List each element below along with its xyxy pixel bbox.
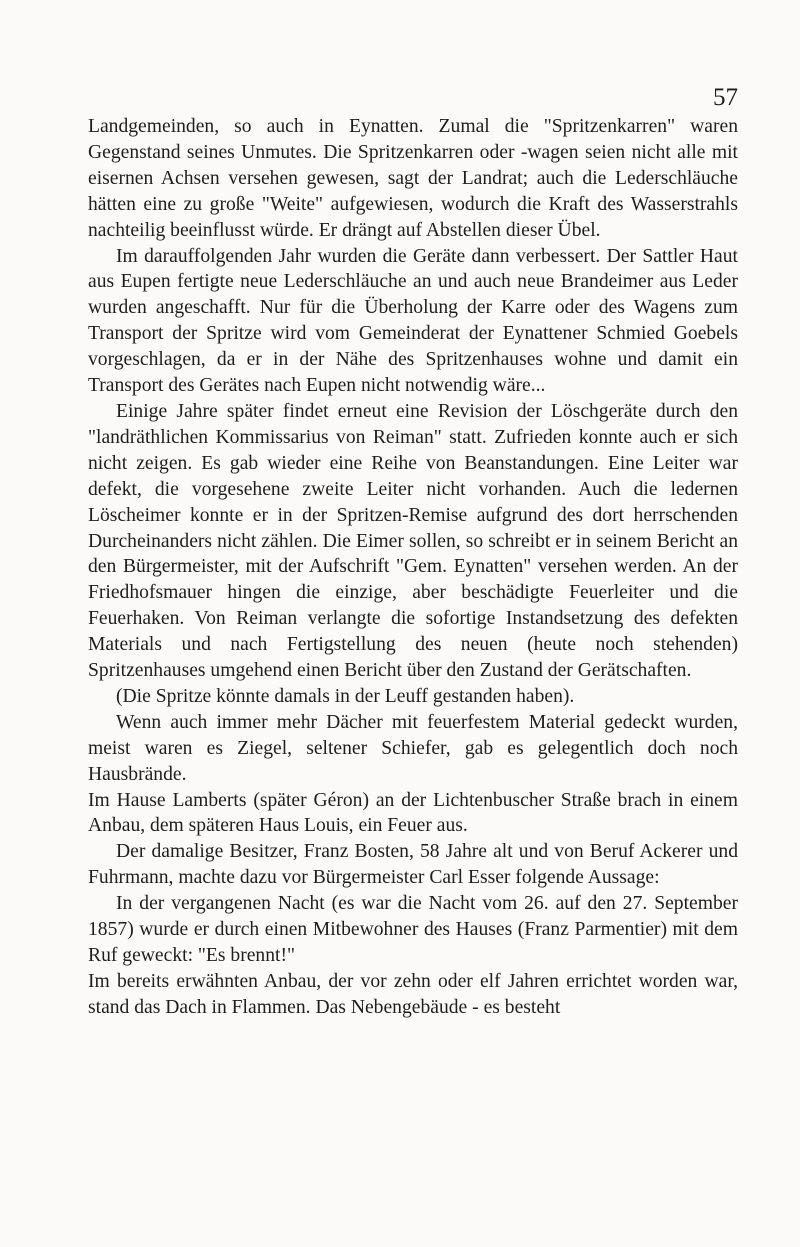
paragraph: Wenn auch immer mehr Dächer mit feuerfestem Material gedeckt wurden, meist waren es Ziegel, seltener Schiefer, gab es gelegentlich doch noch Hausbrände. bbox=[88, 711, 738, 785]
paragraph: Im bereits erwähnten Anbau, der vor zehn oder elf Jahren errichtet worden war, stand das Dach in Flammen. Das Nebengebäude - es besteht bbox=[88, 970, 738, 1018]
paragraph: Im darauffolgenden Jahr wurden die Geräte dann verbessert. Der Sattler Haut aus Eupen fertigte neue Lederschläuche an und auch neue Brandeimer aus Leder wurden angeschafft. Nur für die Überholung der Karre oder des Wagens zum Transport der Spritze wird vom Gemeinderat der Eynattener Schmied Goebels vorgeschlagen, da er in der Nähe des Spritzenhauses wohne und damit ein Transport des Gerätes nach Eupen nicht notwendig wäre... bbox=[88, 245, 738, 397]
paragraph: Im Hause Lamberts (später Géron) an der Lichtenbuscher Straße brach in einem Anbau, dem späteren Haus Louis, ein Feuer aus. bbox=[88, 789, 738, 837]
paragraph: In der vergangenen Nacht (es war die Nacht vom 26. auf den 27. September 1857) wurde er durch einen Mitbewohner des Hauses (Franz Parmentier) mit dem Ruf geweckt: "Es brennt!" bbox=[88, 893, 738, 966]
paragraph: Der damalige Besitzer, Franz Bosten, 58 Jahre alt und von Beruf Ackerer und Fuhrmann, machte dazu vor Bürgermeister Carl Esser folgende Aussage: bbox=[88, 841, 738, 889]
paragraph: Einige Jahre später findet erneut eine Revision der Löschgeräte durch den "landräthlichen Kommissarius von Reiman" statt. Zufrieden konnte auch er sich nicht zeigen. Es gab wieder eine Reihe von Beanstandungen. Eine Leiter war defekt, die vorgesehene zweite Leiter nicht vorhanden. Auch die ledernen Löscheimer konnte er in der Spritzen-Remise aufgrund des dort herrschenden Durcheinanders nicht zählen. Die Eimer sollen, so schreibt er in seinem Bericht an den Bürgermeister, mit der Aufschrift "Gem. Eynatten" versehen werden. An der Friedhofsmauer hingen die einzige, aber beschädigte Feuerleiter und die Feuerhaken. Von Reiman verlangte die sofortige Instandsetzung des defekten Materials und nach Fertigstellung des neuen (heute noch stehenden) Spritzenhauses umgehend einen Bericht über den Zustand der Gerätschaften. bbox=[88, 400, 738, 682]
paragraph: (Die Spritze könnte damals in der Leuff gestanden haben). bbox=[116, 685, 575, 707]
body-text bbox=[88, 114, 738, 1021]
page-number: 57 bbox=[713, 84, 738, 111]
paragraph: Landgemeinden, so auch in Eynatten. Zumal die "Spritzenkarren" waren Gegenstand seines Unmutes. Die Spritzenkarren oder -wagen seien nicht alle mit eisernen Achsen versehen gewesen, sagt der Landrat; auch die Lederschläuche hätten eine zu große "Weite" aufgewiesen, wodurch die Kraft des Wasserstrahls nachteilig beeinflusst würde. Er drängt auf Abstellen dieser Übel. bbox=[88, 116, 738, 241]
